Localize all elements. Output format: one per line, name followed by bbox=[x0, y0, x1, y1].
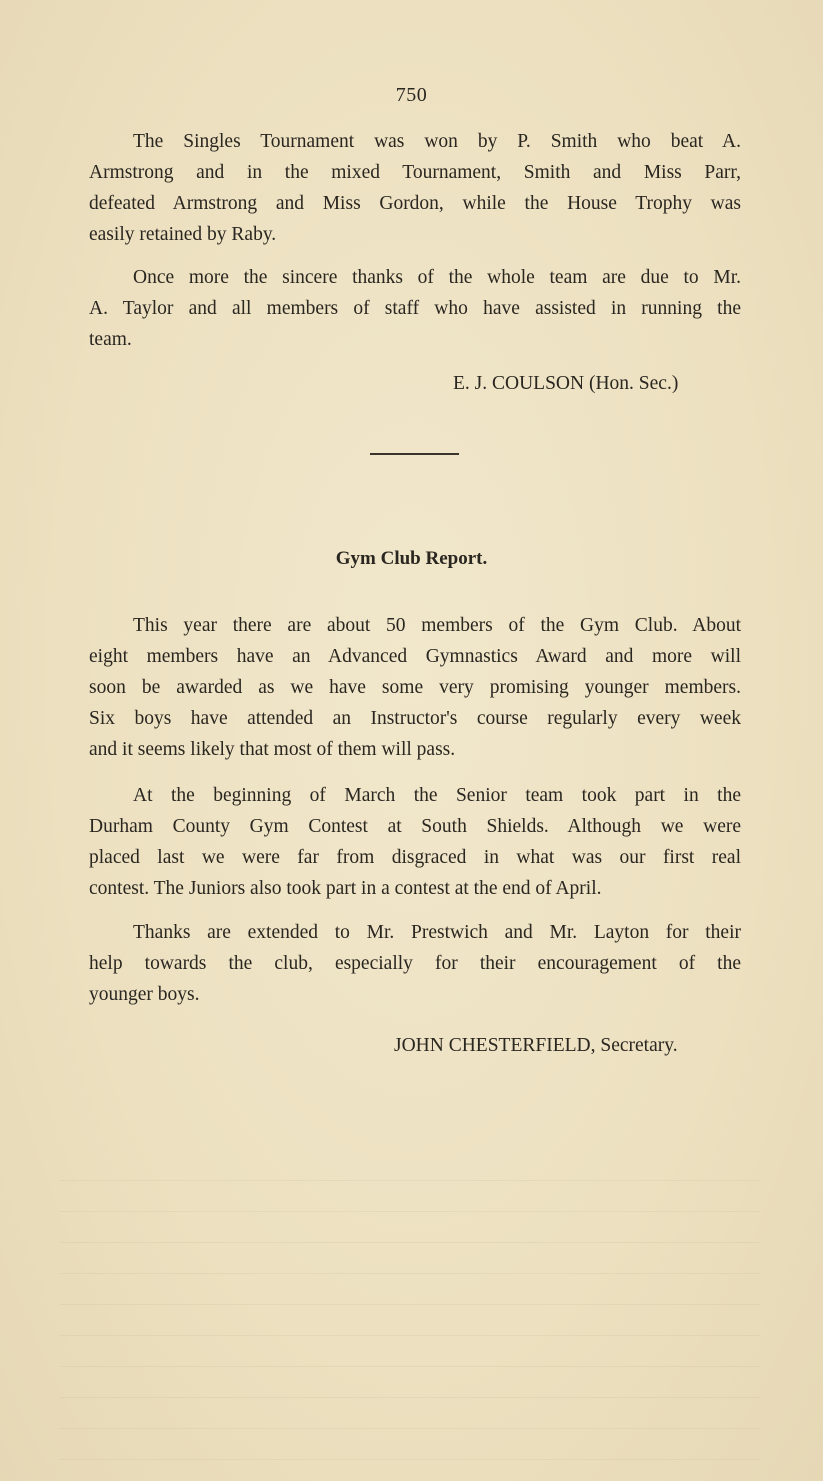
text-line: eight members have an Advanced Gymnastics Award and more will bbox=[89, 646, 741, 667]
gym-paragraph-1 bbox=[89, 610, 741, 765]
text-line: The Singles Tournament was won by P. Smith who beat A. bbox=[133, 131, 741, 152]
gym-paragraph-2 bbox=[89, 780, 741, 904]
page-number: 750 bbox=[395, 84, 428, 106]
gym-club-heading: Gym Club Report. bbox=[335, 548, 488, 569]
tennis-signature: E. J. COULSON (Hon. Sec.) bbox=[453, 373, 679, 394]
text-line: soon be awarded as we have some very promising younger members. bbox=[89, 677, 741, 698]
section-divider bbox=[370, 453, 459, 455]
text-line: and it seems likely that most of them will pass. bbox=[89, 739, 456, 760]
gym-signature: JOHN CHESTERFIELD, Secretary. bbox=[394, 1035, 678, 1056]
text-line: defeated Armstrong and Miss Gordon, while the House Trophy was bbox=[89, 193, 741, 214]
text-line: help towards the club, especially for their encouragement of the bbox=[89, 953, 741, 974]
text-line: contest. The Juniors also took part in a contest at the end of April. bbox=[89, 878, 602, 899]
text-line: Once more the sincere thanks of the whole team are due to Mr. bbox=[133, 267, 741, 288]
text-line: Thanks are extended to Mr. Prestwich and Mr. Layton for their bbox=[133, 922, 741, 943]
text-line: A. Taylor and all members of staff who have assisted in running the bbox=[89, 298, 741, 319]
text-line: At the beginning of March the Senior team took part in the bbox=[133, 785, 741, 806]
text-line: Armstrong and in the mixed Tournament, Smith and Miss Parr, bbox=[89, 162, 741, 183]
text-line: Durham County Gym Contest at South Shields. Although we were bbox=[89, 816, 741, 837]
text-line: team. bbox=[89, 329, 132, 350]
tennis-paragraph-2 bbox=[89, 262, 741, 355]
text-line: younger boys. bbox=[89, 984, 200, 1005]
text-line: easily retained by Raby. bbox=[89, 224, 277, 245]
text-line: This year there are about 50 members of the Gym Club. About bbox=[133, 615, 741, 636]
text-line: placed last we were far from disgraced in what was our first real bbox=[89, 847, 741, 868]
text-line: Six boys have attended an Instructor's course regularly every week bbox=[89, 708, 741, 729]
show-through-texture bbox=[60, 1160, 760, 1460]
gym-paragraph-3 bbox=[89, 917, 741, 1010]
tennis-paragraph-1 bbox=[89, 126, 741, 250]
